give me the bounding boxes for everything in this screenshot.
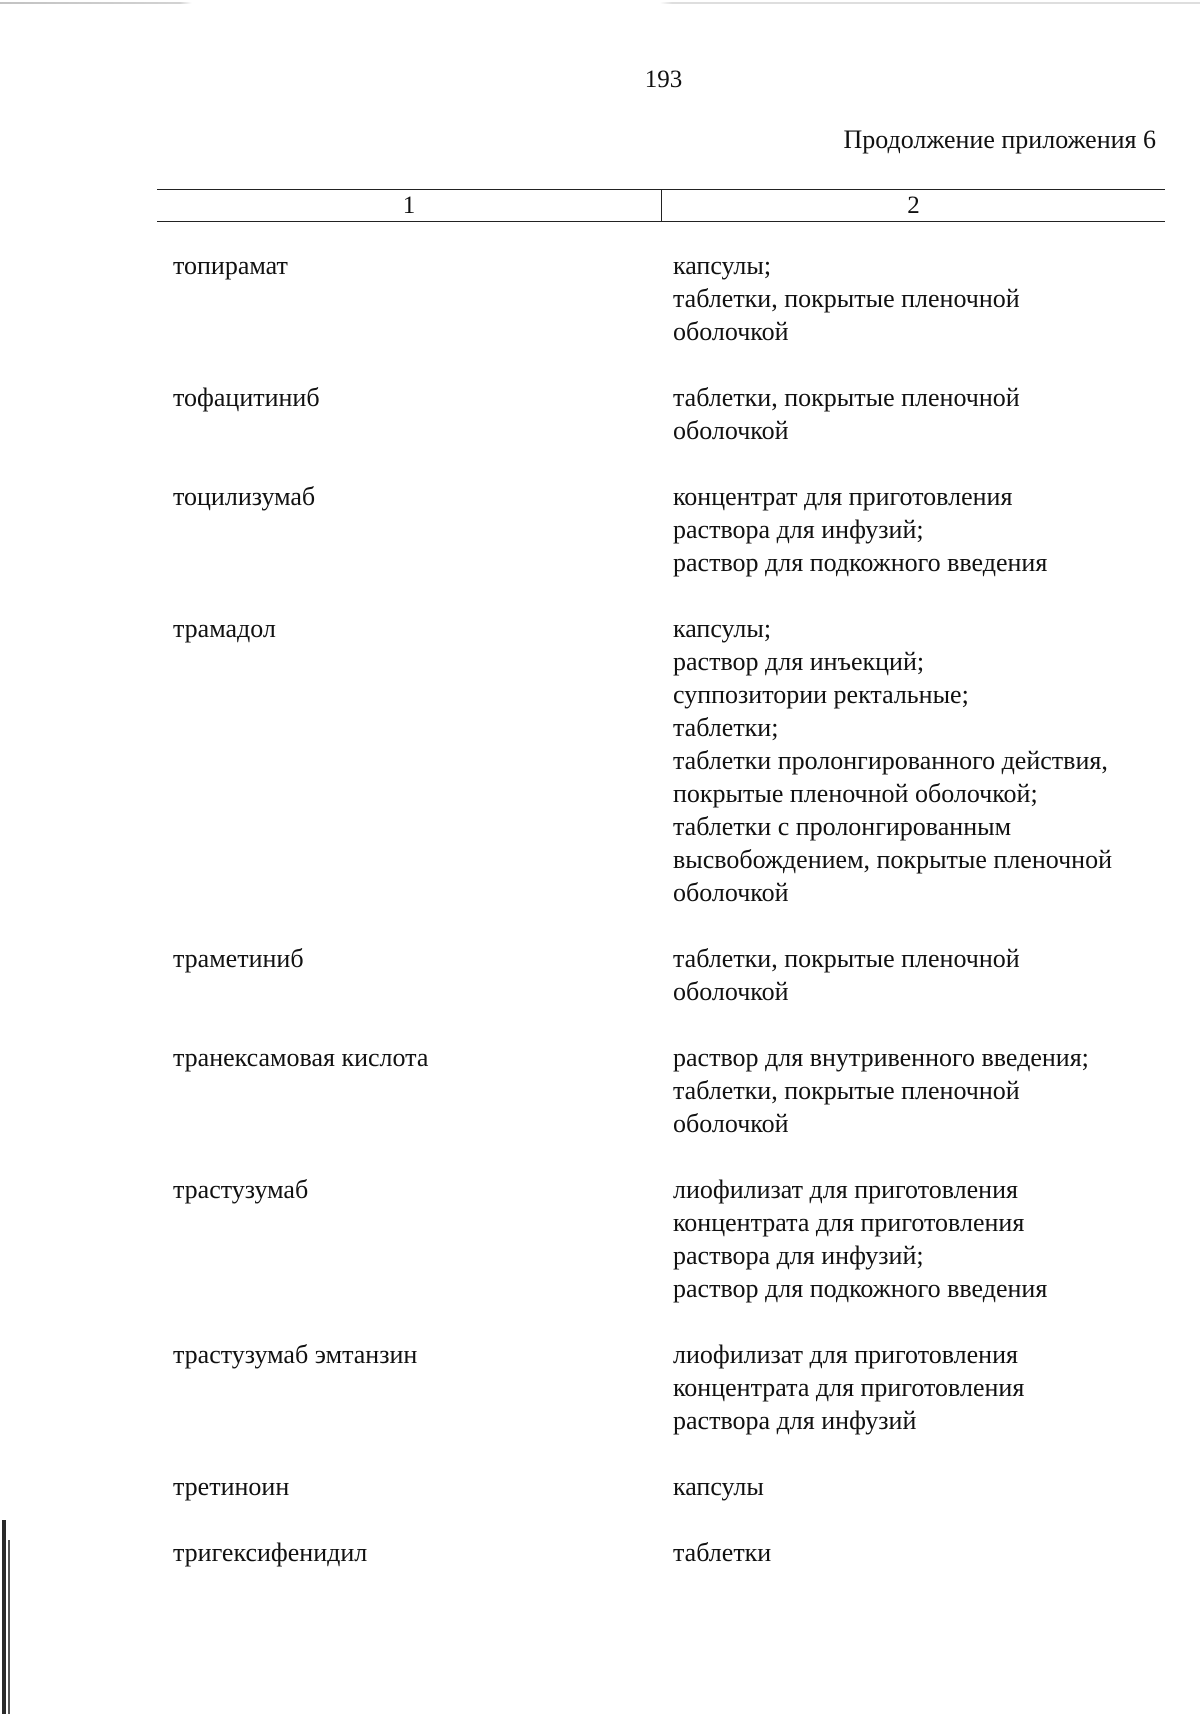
dosage-form-line: концентрата для приготовления bbox=[673, 1208, 1025, 1237]
column-header-1: 1 bbox=[402, 192, 416, 219]
dosage-form-line: раствора для инфузий; bbox=[673, 515, 924, 544]
dosage-form-line: покрытые пленочной оболочкой; bbox=[673, 779, 1038, 808]
dosage-form-line: таблетки с пролонгированным bbox=[673, 812, 1012, 841]
drug-name: тоцилизумаб bbox=[173, 482, 316, 511]
dosage-forms bbox=[673, 1041, 1163, 1140]
dosage-forms bbox=[673, 1470, 1163, 1503]
dosage-form-line: таблетки; bbox=[673, 713, 779, 742]
row-gap bbox=[173, 1008, 1163, 1041]
scan-edge-left-inner bbox=[8, 1540, 10, 1714]
row-gap bbox=[173, 1305, 1163, 1338]
dosage-form-line: капсулы bbox=[673, 1472, 764, 1501]
table-body bbox=[173, 249, 1163, 1569]
dosage-forms bbox=[673, 1338, 1163, 1437]
dosage-form-line: таблетки, покрытые пленочной bbox=[673, 1076, 1020, 1105]
drug-name: трастузумаб bbox=[173, 1175, 309, 1204]
dosage-form-line: таблетки, покрытые пленочной bbox=[673, 383, 1020, 412]
dosage-form-line: таблетки, покрытые пленочной bbox=[673, 284, 1020, 313]
drug-name: траметиниб bbox=[173, 944, 304, 973]
page-number: 193 bbox=[644, 66, 683, 93]
table-row bbox=[173, 249, 1163, 348]
row-gap bbox=[173, 1140, 1163, 1173]
drug-name: трастузумаб эмтанзин bbox=[173, 1340, 418, 1369]
table-row bbox=[173, 1338, 1163, 1437]
row-gap bbox=[173, 1503, 1163, 1536]
dosage-form-line: раствор для внутривенного введения; bbox=[673, 1043, 1089, 1072]
dosage-form-line: таблетки пролонгированного действия, bbox=[673, 746, 1108, 775]
dosage-form-line: капсулы; bbox=[673, 614, 772, 643]
dosage-form-line: раствор для подкожного введения bbox=[673, 548, 1048, 577]
dosage-form-line: оболочкой bbox=[673, 317, 789, 346]
dosage-form-line: оболочкой bbox=[673, 1109, 789, 1138]
dosage-form-line: раствор для инъекций; bbox=[673, 647, 925, 676]
dosage-form-line: таблетки, покрытые пленочной bbox=[673, 944, 1020, 973]
dosage-form-line: концентрата для приготовления bbox=[673, 1373, 1025, 1402]
dosage-forms bbox=[673, 1173, 1163, 1305]
appendix-label: Продолжение приложения 6 bbox=[843, 125, 1156, 154]
table-row bbox=[173, 1173, 1163, 1305]
drug-name: топирамат bbox=[173, 251, 288, 280]
drug-name: тригексифенидил bbox=[173, 1538, 368, 1567]
dosage-forms bbox=[673, 249, 1163, 348]
table-row bbox=[173, 942, 1163, 1008]
dosage-forms bbox=[673, 381, 1163, 447]
dosage-form-line: лиофилизат для приготовления bbox=[673, 1175, 1018, 1204]
dosage-form-line: концентрат для приготовления bbox=[673, 482, 1013, 511]
dosage-forms bbox=[673, 1536, 1163, 1569]
row-gap bbox=[173, 348, 1163, 381]
dosage-form-line: раствора для инфузий; bbox=[673, 1241, 924, 1270]
table-row bbox=[173, 381, 1163, 447]
table-row bbox=[173, 1536, 1163, 1569]
dosage-form-line: лиофилизат для приготовления bbox=[673, 1340, 1018, 1369]
table-row bbox=[173, 1041, 1163, 1140]
dosage-forms bbox=[673, 480, 1163, 579]
dosage-forms bbox=[673, 612, 1163, 909]
dosage-form-line: оболочкой bbox=[673, 416, 789, 445]
row-gap bbox=[173, 579, 1163, 612]
dosage-form-line: оболочкой bbox=[673, 977, 789, 1006]
column-header-2: 2 bbox=[907, 192, 920, 219]
row-gap bbox=[173, 447, 1163, 480]
row-gap bbox=[173, 1437, 1163, 1470]
drug-name: трамадол bbox=[173, 614, 276, 643]
drug-name: тофацитиниб bbox=[173, 383, 320, 412]
dosage-form-line: таблетки bbox=[673, 1538, 772, 1567]
table-row bbox=[173, 612, 1163, 909]
dosage-form-line: оболочкой bbox=[673, 878, 789, 907]
table-header bbox=[157, 189, 1165, 222]
drug-name: третиноин bbox=[173, 1472, 290, 1501]
dosage-form-line: раствора для инфузий bbox=[673, 1406, 917, 1435]
dosage-forms bbox=[673, 942, 1163, 1008]
dosage-form-line: раствор для подкожного введения bbox=[673, 1274, 1048, 1303]
dosage-form-line: высвобождением, покрытые пленочной bbox=[673, 845, 1112, 874]
table-row bbox=[173, 480, 1163, 579]
table-row bbox=[173, 1470, 1163, 1503]
dosage-form-line: суппозитории ректальные; bbox=[673, 680, 969, 709]
row-gap bbox=[173, 909, 1163, 942]
dosage-form-line: капсулы; bbox=[673, 251, 772, 280]
scan-edge-top bbox=[0, 2, 1200, 4]
drug-name: транексамовая кислота bbox=[173, 1043, 429, 1072]
scan-edge-left bbox=[2, 1520, 6, 1714]
